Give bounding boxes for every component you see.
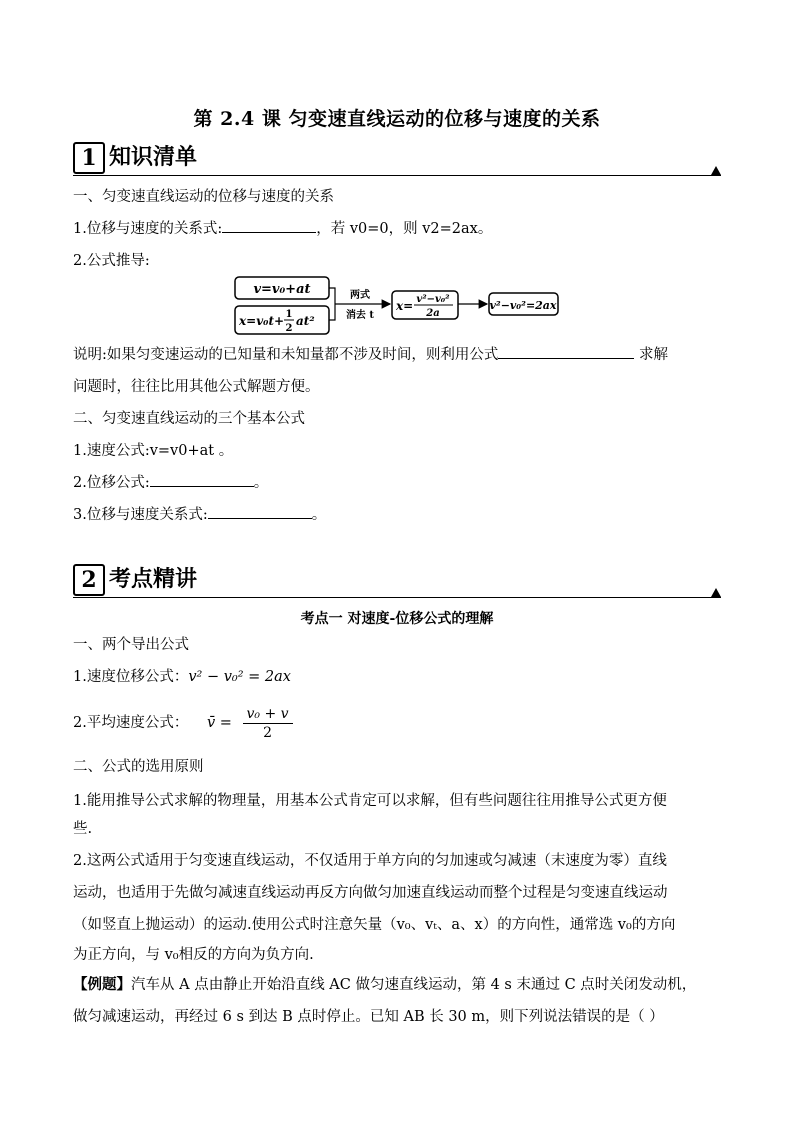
item-text: 1.位移与速度的关系式: [73, 221, 223, 237]
heading-basic-formulas: 二、匀变速直线运动的三个基本公式 [73, 411, 305, 427]
item-text: 。 [253, 475, 269, 491]
example-text: 汽车从 A 点由静止开始沿直线 AC 做匀速直线运动，第 4 s 末通过 C 点时关闭发动机， [131, 977, 697, 993]
fill-blank[interactable] [208, 504, 312, 519]
note-text: 求解 [634, 347, 668, 363]
formula-average-fraction [243, 705, 293, 742]
formula-result: v²−v₀²=2ax [489, 299, 557, 312]
principle-2-line4: 为正方向，与 v₀相反的方向为负方向. [73, 947, 314, 963]
page-title: 第 2.4 课 匀变速直线运动的位移与速度的关系 [193, 108, 601, 130]
formula-label: 1.速度位移公式： [73, 669, 189, 685]
formula-velocity: v=v₀+at [253, 282, 311, 297]
principle-1-line1: 1.能用推导公式求解的物理量，用基本公式肯定可以求解，但有些问题往往用推导公式更方便 [73, 793, 667, 809]
item-text: ，若 v0=0，则 v2=2ax。 [316, 221, 493, 237]
note-line2: 问题时，往往比用其他公式解题方便。 [73, 379, 320, 395]
section-label: 考点精讲 [109, 567, 198, 592]
item-relation-formula-2 [73, 504, 723, 526]
example-tag: 【例题】 [73, 976, 131, 993]
step-label-bottom: 消去 t [345, 310, 375, 321]
example-line2: 做匀减速运动，再经过 6 s 到达 B 点时停止。已知 AB 长 30 m，则下列说法错误的是（ ） [73, 1009, 664, 1025]
triangle-marker-icon [711, 588, 721, 597]
section-number: 2 [73, 564, 105, 596]
example-line1 [73, 974, 723, 996]
fill-blank[interactable] [222, 218, 316, 233]
principle-2-line2: 运动，也适用于先做匀减速直线运动再反方向做匀加速直线运动而整个过程是匀变速直线运动 [73, 885, 668, 901]
step-label-top: 两式 [350, 290, 370, 301]
item-text: 2.位移公式: [73, 475, 150, 491]
item-text: 3.位移与速度关系式: [73, 507, 208, 523]
section-header-points [73, 564, 721, 598]
point-subtitle: 考点一 对速度-位移公式的理解 [300, 611, 494, 627]
fraction-denominator: 2 [285, 323, 293, 334]
triangle-marker-icon [711, 166, 721, 175]
note-line1 [73, 344, 723, 366]
fill-blank[interactable] [150, 472, 254, 487]
heading-derived-formulas: 一、两个导出公式 [73, 637, 189, 653]
formula-label: 2.平均速度公式： [73, 715, 189, 731]
fraction-denominator: 2a [426, 308, 440, 319]
fraction-numerator: v₀ + v [243, 705, 293, 724]
formula-average-lhs: v̄ = [206, 715, 232, 731]
heading-relation: 一、匀变速直线运动的位移与速度的关系 [73, 189, 334, 205]
section-rule [73, 597, 721, 598]
principle-2-line1: 2.这两公式适用于匀变速直线运动，不仅适用于单方向的匀加速或匀减速（末速度为零）直线 [73, 853, 667, 869]
fill-blank[interactable] [498, 344, 634, 359]
section-number: 1 [73, 142, 105, 174]
derived-formula-2 [73, 704, 723, 742]
derivation-diagram [232, 274, 562, 338]
item-velocity-formula: 1.速度公式:v=v0+at 。 [73, 443, 234, 459]
formula-x-lhs: x= [396, 299, 414, 313]
note-text: 说明:如果匀变速运动的已知量和未知量都不涉及时间，则利用公式 [73, 347, 499, 363]
section-label: 知识清单 [109, 145, 198, 170]
section-rule [73, 175, 721, 176]
formula-displacement-b: at² [296, 314, 315, 328]
item-displacement-formula [73, 472, 723, 494]
item-relation-formula [73, 218, 723, 240]
fraction-numerator: v²−v₀² [416, 294, 450, 305]
derived-formula-1 [73, 666, 723, 688]
fraction-denominator: 2 [263, 724, 272, 741]
formula-velocity-displacement: v² − v₀² = 2ax [188, 669, 291, 685]
item-derivation: 2.公式推导: [73, 253, 150, 269]
fraction-numerator: 1 [285, 309, 293, 320]
item-text: 。 [311, 507, 327, 523]
section-header-knowledge [73, 142, 721, 176]
formula-displacement-a: x=v₀t+ [239, 314, 285, 328]
principle-1-line2: 些. [73, 821, 93, 837]
heading-selection-principle: 二、公式的选用原则 [73, 759, 204, 775]
principle-2-line3: （如竖直上抛运动）的运动.使用公式时注意矢量（v₀、vₜ、a、x）的方向性，通常选 v₀的方向 [73, 917, 676, 933]
